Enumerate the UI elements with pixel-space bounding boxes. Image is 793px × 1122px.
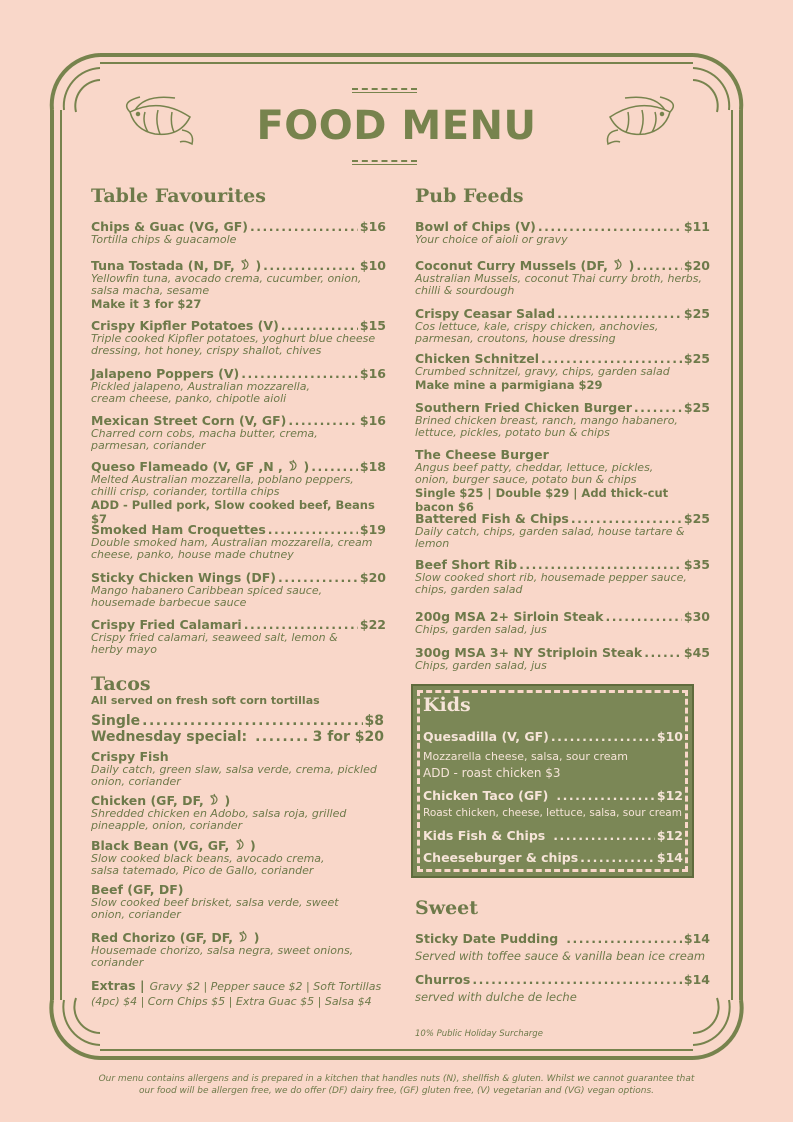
menu-item-row bbox=[91, 570, 386, 585]
menu-item-row bbox=[91, 219, 386, 234]
menu-item-desc: herby mayo bbox=[91, 643, 157, 656]
menu-item-price: $25 bbox=[683, 306, 710, 321]
chili-icon bbox=[287, 459, 299, 471]
footer-line-1: Our menu contains allergens and is prepared in a kitchen that handles nuts (N), shellfish & gluten. Whilst we cannot guarantee that bbox=[98, 1074, 695, 1084]
menu-item-row bbox=[91, 793, 391, 808]
kids-quesadilla-extra: ADD - roast chicken $3 bbox=[423, 766, 561, 780]
kids-box bbox=[411, 684, 694, 878]
menu-item-price: $16 bbox=[359, 219, 386, 234]
menu-item-row bbox=[91, 318, 386, 333]
menu-item-row bbox=[415, 645, 710, 660]
menu-item-desc: chips, garden salad bbox=[415, 583, 523, 596]
prawn-icon bbox=[600, 92, 680, 152]
menu-item-name: Crispy Fried Calamari bbox=[91, 617, 242, 632]
section-heading-table-favourites: Table Favourites bbox=[91, 185, 266, 207]
sweet-item-price: $14 bbox=[683, 931, 710, 946]
sweet-item-desc: served with dulche de leche bbox=[415, 990, 577, 1004]
menu-item-name: The Cheese Burger bbox=[415, 447, 549, 462]
menu-item-name: Sticky Chicken Wings (DF) bbox=[91, 570, 277, 585]
section-heading-pub-feeds: Pub Feeds bbox=[415, 185, 524, 207]
menu-item-desc: coriander bbox=[91, 956, 144, 969]
menu-item bbox=[91, 570, 386, 609]
menu-item-desc: Charred corn cobs, macha butter, crema, bbox=[91, 427, 318, 440]
menu-item-desc: housemade barbecue sauce bbox=[91, 596, 247, 609]
menu-item-desc: Mango habanero Caribbean spiced sauce, bbox=[91, 584, 323, 597]
menu-item-name: Bowl of Chips (V) bbox=[415, 219, 536, 234]
tacos-single-price: $8 bbox=[364, 713, 384, 729]
menu-item-row bbox=[91, 882, 391, 897]
sweet-item-name: Churros bbox=[415, 972, 471, 987]
menu-item-row bbox=[91, 366, 386, 381]
menu-item bbox=[91, 413, 386, 452]
menu-item bbox=[415, 447, 710, 514]
title-ornament-bottom bbox=[352, 160, 417, 165]
sweet-item-name: Sticky Date Pudding bbox=[415, 931, 559, 946]
menu-item bbox=[91, 366, 386, 405]
menu-item bbox=[91, 219, 386, 246]
menu-item-name: Chicken Schnitzel bbox=[415, 351, 539, 366]
menu-item-name: 300g MSA 3+ NY Striploin Steak bbox=[415, 645, 643, 660]
menu-item-name: Jalapeno Poppers (V) bbox=[91, 366, 240, 381]
menu-item-desc: cheese, panko, house made chutney bbox=[91, 548, 294, 561]
tacos-single-row bbox=[91, 713, 384, 729]
menu-item bbox=[415, 511, 710, 550]
menu-item-price: $16 bbox=[359, 366, 386, 381]
menu-item-desc: Brined chicken breast, ranch, mango habanero, bbox=[415, 414, 678, 427]
kids-item-cheeseburger bbox=[423, 850, 683, 865]
menu-item-price: $35 bbox=[683, 557, 710, 572]
chili-icon bbox=[237, 930, 249, 942]
extras-line-1: Gravy $2 | Pepper sauce $2 | Soft Tortillas bbox=[149, 980, 382, 993]
menu-item-row bbox=[415, 351, 710, 366]
kids-quesadilla-desc: Mozzarella cheese, salsa, sour cream bbox=[423, 750, 628, 763]
menu-item-name: Beef Short Rib bbox=[415, 557, 518, 572]
menu-item-name: Chips & Guac (VG, GF) bbox=[91, 219, 248, 234]
prawn-icon bbox=[120, 92, 200, 152]
chili-icon bbox=[208, 793, 220, 805]
menu-item-price: $25 bbox=[683, 511, 710, 526]
tacos-subheading: All served on fresh soft corn tortillas bbox=[91, 694, 320, 707]
tacos-extras bbox=[91, 978, 391, 1008]
tacos-single-label: Single bbox=[91, 713, 141, 729]
extras-line-2: (4pc) $4 | Corn Chips $5 | Extra Guac $5 | Salsa $4 bbox=[91, 995, 372, 1008]
menu-item-desc: Daily catch, green slaw, salsa verde, crema, pickled bbox=[91, 763, 377, 776]
menu-item bbox=[91, 930, 391, 969]
menu-item-row bbox=[91, 930, 391, 945]
sweet-item-price: $14 bbox=[683, 972, 710, 987]
kids-item-price: $10 bbox=[656, 729, 683, 744]
menu-item-desc: Daily catch, chips, garden salad, house tartare & bbox=[415, 525, 685, 538]
menu-item bbox=[91, 882, 391, 921]
menu-item-desc: onion, coriander bbox=[91, 908, 181, 921]
menu-item-desc: salsa macha, sesame bbox=[91, 284, 210, 297]
menu-item-name: Crispy Ceasar Salad bbox=[415, 306, 556, 321]
menu-item-price: $18 bbox=[359, 459, 386, 474]
kids-item-name: Kids Fish & Chips bbox=[423, 828, 546, 843]
menu-item-row bbox=[91, 617, 386, 632]
menu-item-row bbox=[91, 459, 386, 474]
menu-item-price: $25 bbox=[683, 400, 710, 415]
title-ornament-top bbox=[352, 88, 417, 93]
menu-item bbox=[91, 258, 386, 311]
menu-item-price: $16 bbox=[359, 413, 386, 428]
menu-item bbox=[415, 219, 710, 246]
menu-item bbox=[415, 645, 710, 672]
menu-item-desc: salsa tatemado, Pico de Gallo, coriander bbox=[91, 864, 314, 877]
menu-item-desc: Housemade chorizo, salsa negra, sweet onions, bbox=[91, 944, 354, 957]
menu-item-row bbox=[415, 400, 710, 415]
menu-item-row bbox=[91, 838, 391, 853]
menu-item-desc: lettuce, pickles, potato bun & chips bbox=[415, 426, 610, 439]
kids-item-fish-chips bbox=[423, 828, 683, 843]
menu-item-name: Tuna Tostada (N, DF, ) bbox=[91, 258, 262, 273]
menu-item-desc: onion, coriander bbox=[91, 775, 181, 788]
menu-item-desc: parmesan, croutons, house dressing bbox=[415, 332, 616, 345]
tacos-special-price: 3 for $20 bbox=[312, 729, 384, 745]
menu-item-name: Battered Fish & Chips bbox=[415, 511, 569, 526]
menu-item-name: Black Bean (VG, GF, ) bbox=[91, 838, 256, 853]
menu-item bbox=[415, 306, 710, 345]
extras-label: Extras | bbox=[91, 978, 145, 993]
menu-item-row bbox=[91, 413, 386, 428]
kids-item-name: Chicken Taco (GF) bbox=[423, 788, 549, 803]
kids-item-price: $12 bbox=[656, 788, 683, 803]
menu-item bbox=[91, 318, 386, 357]
menu-item-row bbox=[91, 749, 391, 764]
menu-item bbox=[415, 351, 710, 392]
menu-item-price: $20 bbox=[683, 258, 710, 273]
menu-item-name: Queso Flameado (V, GF ,N , ) bbox=[91, 459, 310, 474]
menu-item-desc: cream cheese, panko, chipotle aioli bbox=[91, 392, 287, 405]
menu-item-row bbox=[415, 258, 710, 273]
menu-item-row bbox=[415, 511, 710, 526]
menu-item bbox=[91, 522, 386, 561]
menu-item-desc: Chips, garden salad, jus bbox=[415, 623, 547, 636]
menu-item-desc: Yellowfin tuna, avocado crema, cucumber, onion, bbox=[91, 272, 362, 285]
menu-item-desc: pineapple, onion, coriander bbox=[91, 819, 243, 832]
menu-item-desc: Shredded chicken en Adobo, salsa roja, grilled bbox=[91, 807, 347, 820]
menu-item-name: Beef (GF, DF) bbox=[91, 882, 184, 897]
sweet-item-desc: Served with toffee sauce & vanilla bean ice cream bbox=[415, 949, 706, 963]
menu-item bbox=[91, 459, 386, 526]
sweet-item-churros bbox=[415, 972, 710, 987]
menu-item-price: $11 bbox=[683, 219, 710, 234]
section-heading-tacos: Tacos bbox=[91, 673, 151, 695]
kids-taco-desc: Roast chicken, cheese, lettuce, salsa, sour cream bbox=[423, 807, 682, 819]
menu-item-row bbox=[415, 609, 710, 624]
menu-item-desc: Melted Australian mozzarella, poblano peppers, bbox=[91, 473, 354, 486]
menu-item bbox=[91, 617, 386, 656]
menu-item-price: $45 bbox=[683, 645, 710, 660]
kids-item-name: Cheeseburger & chips bbox=[423, 850, 579, 865]
menu-item-name: Crispy Kipfler Potatoes (V) bbox=[91, 318, 279, 333]
menu-item-name: Coconut Curry Mussels (DF, ) bbox=[415, 258, 635, 273]
allergen-footer bbox=[60, 1073, 733, 1097]
menu-item-row bbox=[91, 522, 386, 537]
menu-item bbox=[415, 400, 710, 439]
menu-item-name: 200g MSA 2+ Sirloin Steak bbox=[415, 609, 604, 624]
tacos-special-label: Wednesday special: bbox=[91, 729, 248, 745]
section-heading-kids: Kids bbox=[423, 694, 471, 716]
menu-item bbox=[91, 793, 391, 832]
page-title: FOOD MENU bbox=[256, 103, 537, 149]
menu-item-desc: dressing, hot honey, crispy shallot, chives bbox=[91, 344, 322, 357]
menu-item-desc: Cos lettuce, kale, crispy chicken, anchovies, bbox=[415, 320, 659, 333]
menu-item-row bbox=[415, 219, 710, 234]
menu-item-desc: Angus beef patty, cheddar, lettuce, pickles, bbox=[415, 461, 654, 474]
menu-item-price: $19 bbox=[359, 522, 386, 537]
sweet-item-sticky-date bbox=[415, 931, 710, 946]
menu-item-desc: Slow cooked beef brisket, salsa verde, sweet bbox=[91, 896, 339, 909]
menu-item-price: $15 bbox=[359, 318, 386, 333]
surcharge-note: 10% Public Holiday Surcharge bbox=[415, 1029, 543, 1039]
menu-item-row bbox=[415, 447, 710, 462]
menu-item-price: $30 bbox=[683, 609, 710, 624]
menu-item-desc: Crispy fried calamari, seaweed salt, lemon & bbox=[91, 631, 338, 644]
menu-item-price: $22 bbox=[359, 617, 386, 632]
menu-item-name: Mexican Street Corn (V, GF) bbox=[91, 413, 287, 428]
menu-item-name: Red Chorizo (GF, DF, ) bbox=[91, 930, 260, 945]
menu-item bbox=[415, 609, 710, 636]
menu-item-desc: parmesan, coriander bbox=[91, 439, 206, 452]
menu-item-name: Crispy Fish bbox=[91, 749, 169, 764]
menu-item-desc: chilli & sourdough bbox=[415, 284, 515, 297]
menu-item-desc: Triple cooked Kipfler potatoes, yoghurt blue cheese bbox=[91, 332, 376, 345]
menu-item-name: Chicken (GF, DF, ) bbox=[91, 793, 231, 808]
section-heading-sweet: Sweet bbox=[415, 897, 479, 919]
menu-item bbox=[91, 749, 391, 788]
menu-item-row bbox=[91, 258, 386, 273]
menu-item-desc: lemon bbox=[415, 537, 450, 550]
menu-item-extra: Make mine a parmigiana $29 bbox=[415, 378, 603, 392]
menu-item bbox=[415, 258, 710, 297]
chili-icon bbox=[612, 258, 624, 270]
menu-item-extra: ADD - Pulled pork, Slow cooked beef, Beans $7 bbox=[91, 498, 375, 526]
chili-icon bbox=[234, 838, 246, 850]
menu-item-desc: onion, burger sauce, potato bun & chips bbox=[415, 473, 637, 486]
menu-item-desc: Your choice of aioli or gravy bbox=[415, 233, 568, 246]
kids-item-name: Quesadilla (V, GF) bbox=[423, 729, 549, 744]
menu-item-desc: Tortilla chips & guacamole bbox=[91, 233, 237, 246]
menu-item-desc: Australian Mussels, coconut Thai curry broth, herbs, bbox=[415, 272, 702, 285]
kids-item-chicken-taco bbox=[423, 788, 683, 803]
menu-item-desc: Slow cooked short rib, housemade pepper sauce, bbox=[415, 571, 687, 584]
menu-item bbox=[91, 838, 391, 877]
menu-item-extra: Make it 3 for $27 bbox=[91, 297, 202, 311]
menu-item-row bbox=[415, 557, 710, 572]
menu-item-desc: Crumbed schnitzel, gravy, chips, garden salad bbox=[415, 365, 670, 378]
tacos-special-row bbox=[91, 729, 384, 745]
menu-item-desc: Chips, garden salad, jus bbox=[415, 659, 547, 672]
menu-item-price: $20 bbox=[359, 570, 386, 585]
kids-item-quesadilla bbox=[423, 729, 683, 744]
menu-item-name: Southern Fried Chicken Burger bbox=[415, 400, 632, 415]
menu-item-row bbox=[415, 306, 710, 321]
chili-icon bbox=[239, 258, 251, 270]
menu-item-desc: Double smoked ham, Australian mozzarella, cream bbox=[91, 536, 373, 549]
menu-item-desc: chilli crisp, coriander, tortilla chips bbox=[91, 485, 280, 498]
kids-item-price: $14 bbox=[656, 850, 683, 865]
menu-item-desc: Pickled jalapeno, Australian mozzarella, bbox=[91, 380, 310, 393]
footer-line-2: our food will be allergen free, we do offer (DF) dairy free, (GF) gluten free, (V) vegetarian and (VG) vegan options. bbox=[139, 1086, 654, 1096]
menu-item bbox=[415, 557, 710, 596]
menu-item-desc: Slow cooked black beans, avocado crema, bbox=[91, 852, 325, 865]
menu-item-price: $10 bbox=[359, 258, 386, 273]
menu-item-price: $25 bbox=[683, 351, 710, 366]
kids-item-price: $12 bbox=[656, 828, 683, 843]
menu-item-name: Smoked Ham Croquettes bbox=[91, 522, 266, 537]
menu-item-extra: Single $25 | Double $29 | Add thick-cut bacon $6 bbox=[415, 486, 669, 514]
